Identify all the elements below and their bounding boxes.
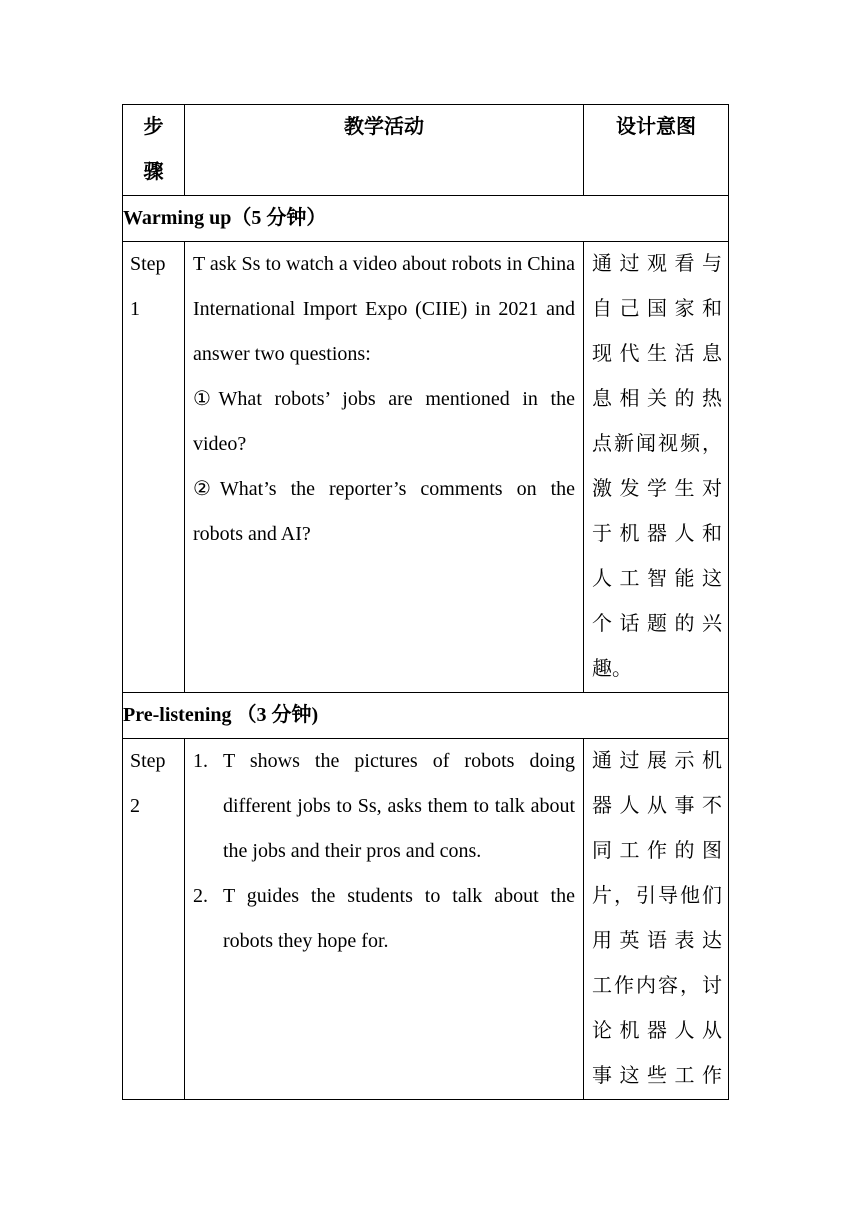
intent-line: 片，引导他们	[592, 885, 722, 907]
intent-line: 通过观看与	[592, 253, 722, 275]
table-row-step-1	[123, 242, 729, 693]
intent-line: 论机器人从	[592, 1020, 722, 1042]
section-row-pre-listening	[123, 693, 729, 739]
activity-cell	[185, 242, 584, 693]
intent-line: 人工智能这	[592, 568, 722, 590]
table-header-row	[123, 105, 729, 196]
intent-line: 事这些工作	[592, 1065, 722, 1087]
activity-line: T ask Ss to watch a video about robots in China International Import Expo (CIIE) in 2021 and answer two questions:	[193, 253, 575, 365]
intent-line: 通过展示机	[592, 750, 722, 772]
table-row-step-2	[123, 739, 729, 1100]
intent-cell	[584, 242, 729, 693]
step-label-number: 2	[130, 795, 140, 817]
intent-line: 用英语表达	[592, 930, 722, 952]
intent-line: 工作内容，讨	[592, 975, 722, 997]
header-intent: 设计意图	[584, 105, 729, 196]
intent-line: 现代生活息	[592, 343, 722, 365]
list-item-text: T guides the students to talk about the robots they hope for.	[223, 885, 575, 952]
header-step-line-1: 步	[143, 116, 164, 138]
activity-question: ②What’s the reporter’s comments on the robots and AI?	[193, 478, 575, 545]
intent-line: 个话题的兴	[592, 613, 722, 635]
header-step	[123, 105, 185, 196]
activity-question: ①What robots’ jobs are mentioned in the video?	[193, 388, 575, 455]
intent-line: 点新闻视频，	[592, 433, 722, 455]
step-label-word: Step	[130, 750, 166, 772]
intent-line: 于机器人和	[592, 523, 722, 545]
intent-line: 器人从事不	[592, 795, 722, 817]
intent-line: 自己国家和	[592, 298, 722, 320]
list-item-text: T shows the pictures of robots doing different jobs to Ss, asks them to talk about the jobs and their pros and cons.	[223, 750, 575, 862]
step-label-word: Step	[130, 253, 166, 275]
step-label-number: 1	[130, 298, 140, 320]
section-title: Warming up（5 分钟）	[123, 196, 729, 242]
intent-line: 激发学生对	[592, 478, 722, 500]
list-item-number: 2.	[193, 885, 208, 907]
section-row-warming-up	[123, 196, 729, 242]
step-label	[123, 242, 185, 693]
list-item	[193, 874, 575, 964]
activity-list	[193, 739, 575, 964]
intent-line: 息相关的热	[592, 388, 722, 410]
header-activity: 教学活动	[185, 105, 584, 196]
lesson-plan-table	[122, 104, 729, 1100]
list-item-number: 1.	[193, 750, 208, 772]
intent-line: 趣。	[592, 658, 632, 680]
list-item	[193, 739, 575, 874]
activity-cell	[185, 739, 584, 1100]
section-title: Pre-listening （3 分钟)	[123, 693, 729, 739]
step-label	[123, 739, 185, 1100]
header-step-line-2: 骤	[143, 161, 164, 183]
intent-line: 同工作的图	[592, 840, 722, 862]
intent-cell	[584, 739, 729, 1100]
